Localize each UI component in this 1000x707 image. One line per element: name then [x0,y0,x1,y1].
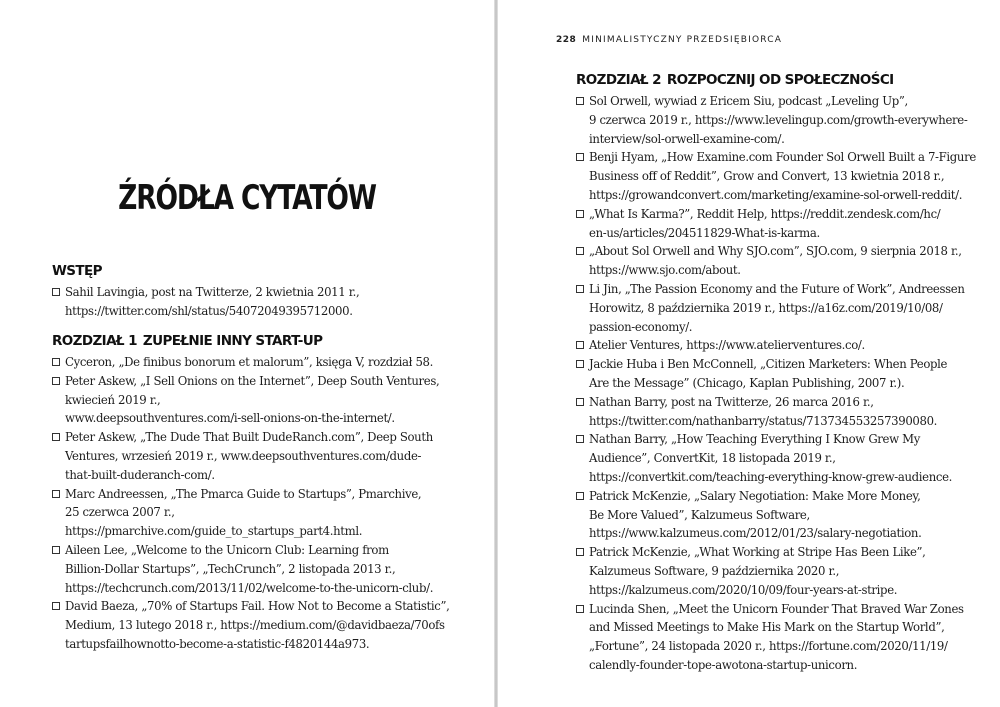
checkbox-bullet-icon [52,433,60,441]
reference-item [576,600,991,675]
reference-item [52,428,482,484]
checkbox-bullet-icon [576,210,584,218]
checkbox-bullet-icon [576,97,584,105]
chapter-title: ROZPOCZNIJ OD SPOŁECZNOŚCI [666,72,894,88]
reference-text: Jackie Huba i Ben McConnell, „Citizen Marketers: When People Are the Message” (Chicago, Kaplan Publishing, 2007 r.). [589,357,948,390]
chapter-label: ROZDZIAŁ 1 [52,333,137,349]
reference-item [576,430,991,486]
reference-item [576,487,991,543]
reference-text: Sol Orwell, wywiad z Ericem Siu, podcast „Leveling Up”, 9 czerwca 2019 r., https://www.levelingup.com/growth-everywhere- interview/sol-orwell-examine-com/. [589,94,968,146]
reference-item [576,92,991,148]
left-page [0,0,494,707]
reference-text: Nathan Barry, post na Twitterze, 26 marca 2016 r., https://twitter.com/nathanbarry/status/713734553257390080. [589,394,938,428]
reference-item [576,148,991,204]
reference-item [576,242,991,280]
reference-item [52,485,482,541]
reference-text: Patrick McKenzie, „What Working at Stripe Has Been Like”, Kalzumeus Software, 9 października 2020 r., https://kalzumeus.com/2020/10/09/four-years-at-stripe. [589,545,926,597]
chapter-title: ZUPEŁNIE INNY START-UP [142,333,323,349]
reference-text: Patrick McKenzie, „Salary Negotiation: Make More Money, Be More Valued”, Kalzumeus Software, https://www.kalzumeus.com/2012/01/23/salary-negotiation. [589,488,922,541]
section-chapter-1 [52,333,482,654]
checkbox-bullet-icon [576,341,584,349]
reference-text: Li Jin, „The Passion Economy and the Future of Work”, Andreessen Horowitz, 8 października 2019 r., https://a16z.com/2019/10/08/ passion-economy/. [589,281,965,334]
section-chapter-2 [576,72,991,675]
reference-list [52,283,482,321]
reference-item [52,283,482,321]
checkbox-bullet-icon [52,288,60,296]
reference-item [52,597,482,653]
reference-list [576,92,991,675]
reference-item [576,336,991,355]
checkbox-bullet-icon [576,360,584,368]
right-page [498,0,1000,707]
checkbox-bullet-icon [576,605,584,613]
reference-item [52,372,482,428]
section-intro [52,263,482,321]
checkbox-bullet-icon [52,358,60,366]
reference-text: Aileen Lee, „Welcome to the Unicorn Club: Learning from Billion-Dollar Startups”, „TechCrunch”, 2 listopada 2013 r., https://techcrunch.com/2013/11/02/welcome-to-the-unicorn-club/. [65,542,434,595]
checkbox-bullet-icon [52,602,60,610]
reference-text: Marc Andreessen, „The Pmarca Guide to Startups”, Pmarchive, 25 czerwca 2007 r., https://pmarchive.com/guide_to_startups_part4.html. [65,486,422,539]
checkbox-bullet-icon [576,285,584,293]
reference-text: Cyceron, „De finibus bonorum et malorum”, księga V, rozdział 58. [65,355,433,369]
running-head [556,35,782,45]
reference-item [52,541,482,597]
section-heading [52,333,482,349]
checkbox-bullet-icon [52,546,60,554]
section-heading: WSTĘP [52,263,102,279]
reference-text: David Baeza, „70% of Startups Fail. How Not to Become a Statistic”, Medium, 13 lutego 2018 r., https://medium.com/@davidbaeza/70ofs tartupsfailhownotto-become-a-statistic-f4820144a973. [65,599,450,651]
reference-text: Sahil Lavingia, post na Twitterze, 2 kwietnia 2011 r., https://twitter.com/shl/status/54072049395712000. [65,285,360,318]
reference-text: Peter Askew, „I Sell Onions on the Internet”, Deep South Ventures, kwiecień 2019 r., www.deepsouthventures.com/i-sell-onions-on-the-internet/. [65,373,440,426]
checkbox-bullet-icon [576,435,584,443]
reference-item [576,205,991,243]
reference-item [52,353,482,372]
reference-item [576,393,991,431]
reference-text: Nathan Barry, „How Teaching Everything I Know Grew My Audience”, ConvertKit, 18 listopada 2019 r., https://convertkit.com/teaching-everything-know-grew-audience. [589,432,953,484]
section-heading [576,72,991,88]
page-number: 228 [556,35,577,45]
reference-item [576,355,991,393]
reference-text: Atelier Ventures, https://www.atelierventures.co/. [589,338,865,353]
checkbox-bullet-icon [576,492,584,500]
checkbox-bullet-icon [576,247,584,255]
reference-item [576,280,991,336]
checkbox-bullet-icon [576,398,584,406]
page-title: ŹRÓDŁA CYTATÓW [118,178,376,218]
reference-list [52,353,482,654]
checkbox-bullet-icon [576,153,584,161]
reference-text: „What Is Karma?”, Reddit Help, https://reddit.zendesk.com/hc/ en-us/articles/204511829-What-is-karma. [589,206,941,240]
checkbox-bullet-icon [52,490,60,498]
reference-text: Peter Askew, „The Dude That Built DudeRanch.com”, Deep South Ventures, wrzesień 2019 r., www.deepsouthventures.com/dude- that-built-duderanch-com/. [65,430,433,482]
chapter-label: ROZDZIAŁ 2 [576,72,661,88]
reference-item [576,543,991,599]
reference-text: „About Sol Orwell and Why SJO.com”, SJO.com, 9 sierpnia 2018 r., https://www.sjo.com/about. [589,244,962,278]
book-title: MINIMALISTYCZNY PRZEDSIĘBIORCA [582,35,783,45]
checkbox-bullet-icon [576,548,584,556]
reference-text: Benji Hyam, „How Examine.com Founder Sol Orwell Built a 7-Figure Business off of Reddit”, Grow and Convert, 13 kwietnia 2018 r., https://growandconvert.com/marketing/examine-sol-orwell-reddit/. [589,150,976,202]
checkbox-bullet-icon [52,377,60,385]
reference-text: Lucinda Shen, „Meet the Unicorn Founder That Braved War Zones and Missed Meetings to Make His Mark on the Startup World”, „Fortune”, 24 listopada 2020 r., https://fortune.com/2020/11/19/ calendly-founder-tope-awotona-startup-unicorn. [589,601,964,672]
